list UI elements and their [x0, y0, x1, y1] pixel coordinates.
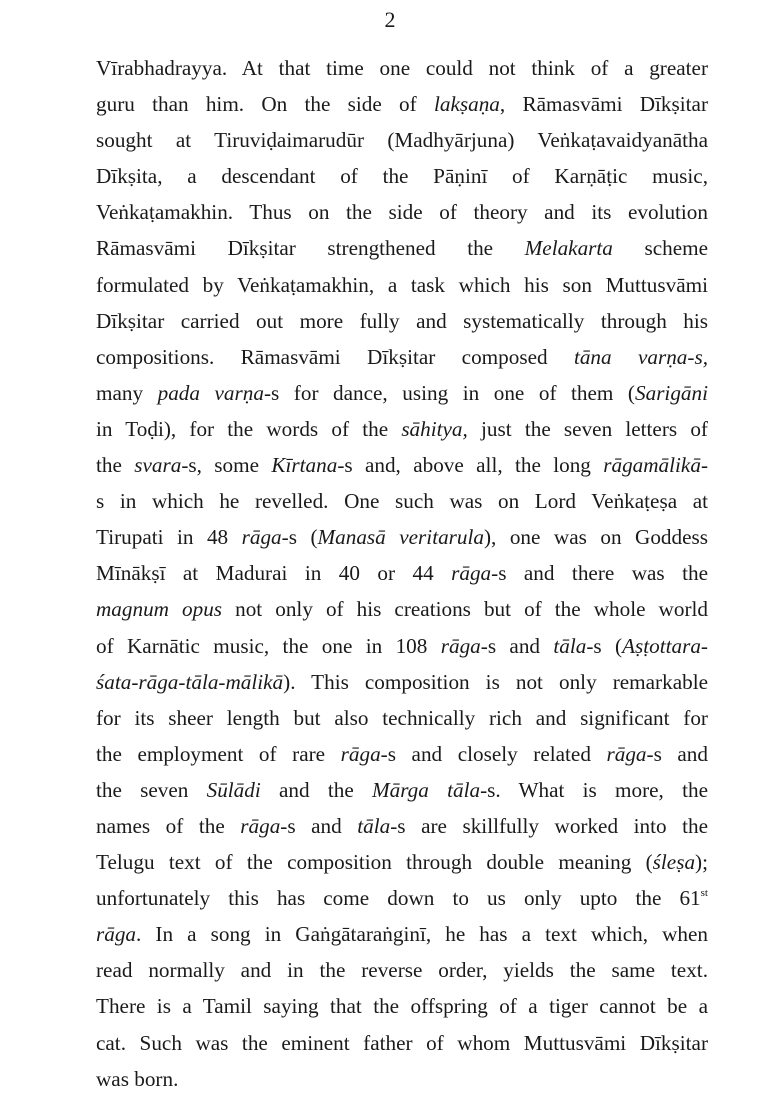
text-run: the seven [96, 777, 207, 802]
italic-term: rāgamālikā [603, 453, 701, 478]
text-run: Veṅkaṭamakhin. Thus on the side of theory and its evolution [96, 200, 708, 225]
text-run: Dīkṣitar carried out more fully and systematically through his [96, 308, 708, 333]
text-line [96, 447, 708, 483]
italic-term: Mārga tāla [371, 777, 481, 802]
text-run: the [96, 453, 135, 478]
text-line [96, 86, 708, 122]
italic-term: śleṣa [652, 850, 696, 875]
text-run: -s ( [281, 525, 318, 550]
text-run: Dīkṣita, a descendant of the Pāṇinī of Karṇāṭic music, [96, 164, 708, 189]
text-line [96, 736, 708, 772]
text-run: not only of his creations but of the whole world [222, 597, 708, 622]
italic-term: rāga [440, 633, 481, 658]
text-run: scheme [612, 236, 708, 261]
italic-term: rāga [240, 813, 281, 838]
text-run: Rāmasvāmi Dīkṣitar strengthened the [96, 236, 525, 261]
italic-term: śata-rāga-tāla-mālikā [96, 669, 284, 694]
text-run: unfortunately this has come down to us only upto the 61 [96, 886, 701, 911]
italic-term: tāna varṇa-s, [573, 344, 708, 369]
text-run: for its sheer length but also technically rich and significant for [96, 705, 708, 730]
text-run: Vīrabhadrayya. At that time one could not think of a greater [96, 56, 708, 80]
italic-term: rāga [340, 741, 381, 766]
italic-term: Sūlādi [206, 777, 261, 802]
text-run: ). This composition is not only remarkable [283, 669, 708, 694]
text-line [96, 880, 708, 916]
text-line [96, 158, 708, 194]
italic-term: Melakarta [524, 236, 613, 261]
italic-term: Kīrtana [271, 453, 338, 478]
text-line [96, 1025, 708, 1061]
text-line [96, 339, 708, 375]
text-run: names of the [96, 813, 241, 838]
text-line [96, 483, 708, 519]
italic-term: tāla [357, 813, 391, 838]
text-run: in Toḍi), for the words of the [96, 416, 402, 441]
text-run: of Karnātic music, the one in 108 [96, 633, 441, 658]
text-run: -s and there was the [491, 561, 708, 586]
text-run: -s are skillfully worked into the [390, 813, 708, 838]
page-number: 2 [384, 7, 396, 32]
text-run: -s. What is more, the [480, 777, 708, 802]
text-run: ), one was on Goddess [484, 525, 708, 550]
text-line [96, 844, 708, 880]
text-run: -s and [280, 813, 358, 838]
text-line [96, 375, 708, 411]
text-line [96, 772, 708, 808]
italic-term: Aṣṭottara- [622, 633, 708, 658]
text-line [96, 916, 708, 952]
text-run: sought at Tiruviḍaimarudūr (Madhyārjuna) Veṅkaṭavaidyanātha [96, 128, 708, 153]
italic-term: Manasā veritarula [317, 525, 484, 550]
italic-term: pada varṇa [157, 380, 264, 405]
text-run: - [700, 453, 708, 478]
text-run: many [96, 380, 158, 405]
superscript: st [700, 887, 708, 900]
text-run: -s ( [586, 633, 623, 658]
text-run: guru than him. On the side of [96, 92, 434, 117]
text-line [96, 628, 708, 664]
text-run: There is a Tamil saying that the offspring of a tiger cannot be a [96, 994, 708, 1019]
text-run: . In a song in Gaṅgātaraṅginī, he has a text which, when [136, 922, 708, 947]
text-run: was born. [96, 1066, 179, 1091]
text-line [96, 988, 708, 1024]
text-line [96, 230, 708, 266]
text-line [96, 50, 708, 86]
text-line [96, 519, 708, 555]
text-run: compositions. Rāmasvāmi Dīkṣitar composed [96, 344, 574, 369]
text-run: read normally and in the reverse order, yields the same text. [96, 958, 708, 983]
text-line [96, 555, 708, 591]
text-run: just the seven letters of [467, 416, 708, 441]
text-line [96, 411, 708, 447]
text-line [96, 122, 708, 158]
text-line [96, 194, 708, 230]
italic-term: rāga [451, 561, 492, 586]
text-run: -s and, above all, the long [337, 453, 604, 478]
text-run: -s and [646, 741, 708, 766]
text-line [96, 664, 708, 700]
body-paragraph [96, 50, 708, 1097]
text-line [96, 1061, 708, 1097]
text-run: and the [260, 777, 372, 802]
italic-term: svara [134, 453, 182, 478]
italic-term: tāla [553, 633, 587, 658]
italic-term: Sarigāni [635, 380, 708, 405]
text-run: -s for dance, using in one of them ( [263, 380, 635, 405]
italic-term: magnum opus [96, 597, 223, 622]
text-run: formulated by Veṅkaṭamakhin, a task which his son Muttusvāmi [96, 272, 708, 297]
italic-term: rāga [241, 525, 282, 550]
text-line [96, 808, 708, 844]
text-line [96, 700, 708, 736]
text-line [96, 952, 708, 988]
text-line [96, 303, 708, 339]
text-run: s in which he revelled. One such was on Lord Veṅkaṭeṣa at [96, 489, 708, 514]
text-run: -s and closely related [380, 741, 607, 766]
text-run: Mīnākṣī at Madurai in 40 or 44 [96, 561, 452, 586]
text-run: Telugu text of the composition through double meaning ( [96, 850, 653, 875]
text-line [96, 591, 708, 627]
italic-term: sāhitya, [401, 416, 468, 441]
italic-term: rāga [606, 741, 647, 766]
text-run: Tirupati in 48 [96, 525, 242, 550]
text-run: ); [695, 850, 708, 875]
text-run: -s, some [181, 453, 272, 478]
text-run: cat. Such was the eminent father of whom Muttusvāmi Dīkṣitar [96, 1030, 708, 1055]
text-run: -s and [480, 633, 554, 658]
text-run: the employment of rare [96, 741, 341, 766]
text-run: , Rāmasvāmi Dīkṣitar [499, 92, 708, 117]
italic-term: rāga [96, 922, 137, 947]
text-line [96, 267, 708, 303]
italic-term: lakṣaṇa [433, 92, 500, 117]
